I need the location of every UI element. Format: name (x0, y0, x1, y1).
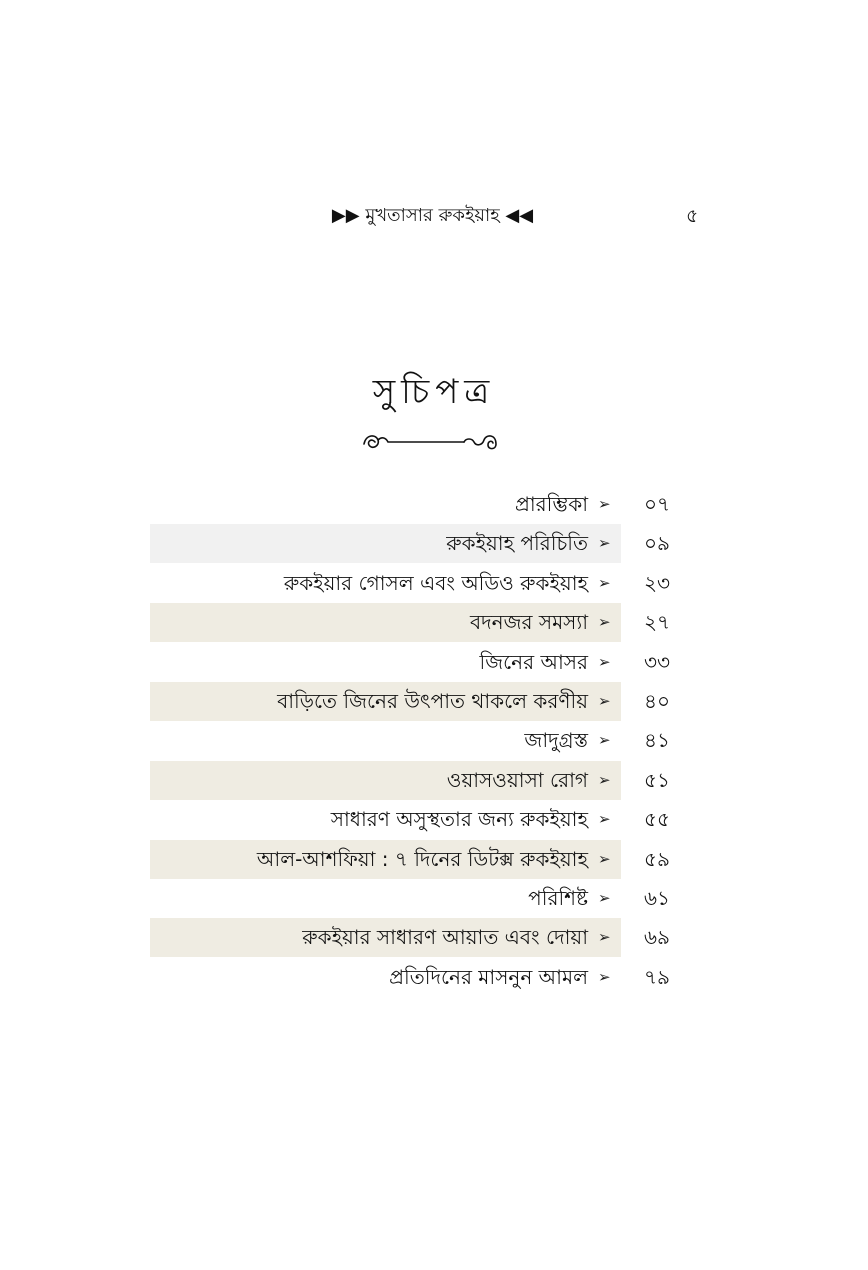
toc-entry-label: প্রারম্ভিকা (514, 492, 588, 516)
page-number: ৫ (686, 205, 699, 227)
toc-entry-page: ৩৩ (644, 649, 671, 674)
arrow-right-icon: ➢ (598, 888, 611, 907)
toc-entry[interactable] (150, 800, 710, 839)
toc-entry[interactable] (150, 524, 710, 563)
toc-title: সুচিপত্র (372, 372, 496, 412)
arrow-right-icon: ➢ (598, 770, 611, 789)
toc-entry[interactable] (150, 918, 710, 957)
toc-entry-label: বদনজর সমস্যা (470, 610, 588, 635)
toc-entry[interactable] (150, 879, 710, 918)
toc-entry-label: আল-আশফিয়া : ৭ দিনের ডিটক্স রুকইয়াহ (256, 846, 588, 871)
arrow-right-icon: ➢ (598, 810, 611, 829)
toc-entry-page: ৬৯ (644, 925, 670, 950)
toc-entry[interactable] (150, 643, 710, 682)
toc-entry[interactable] (150, 485, 710, 524)
arrow-right-icon: ➢ (598, 534, 611, 553)
toc-entry-page: ৭৯ (644, 964, 670, 989)
toc-entry-label: রুকইয়ার সাধারণ আয়াত এবং দোয়া (302, 925, 588, 950)
toc-entry-label: জাদুগ্রস্ত (524, 728, 588, 753)
toc-entry-page: ০৯ (644, 531, 670, 556)
toc-entry-label: প্রতিদিনের মাসনুন আমল (389, 964, 588, 989)
toc-entry-label: বাড়িতে জিনের উৎপাত থাকলে করণীয় (277, 688, 588, 713)
toc-entry[interactable] (150, 721, 710, 760)
toc-entry-label: রুকইয়াহ পরিচিতি (446, 531, 588, 556)
toc-entry[interactable] (150, 761, 710, 800)
toc-entry[interactable] (150, 840, 710, 879)
toc-entry-label: রুকইয়ার গোসল এবং অডিও রুকইয়াহ (283, 570, 588, 595)
arrow-right-icon: ➢ (598, 967, 611, 986)
toc-entry-page: ৬১ (644, 885, 670, 910)
toc-entry[interactable] (150, 603, 710, 642)
arrow-right-icon: ➢ (598, 928, 611, 947)
toc-entry-page: ২৭ (644, 610, 671, 635)
toc-entry-page: ২৩ (644, 570, 671, 595)
toc-entry[interactable] (150, 564, 710, 603)
arrow-right-icon: ➢ (598, 849, 611, 868)
toc-entry-label: ওয়াসওয়াসা রোগ (446, 767, 588, 792)
running-header (0, 202, 868, 232)
toc-entry-page: ০৭ (644, 492, 671, 516)
arrow-right-icon: ➢ (598, 691, 611, 710)
running-title: ▶▶ মুখতাসার রুকইয়াহ ◀◀ (331, 205, 534, 226)
toc-entry-page: ৫১ (644, 767, 670, 792)
toc-entry-page: ৫৫ (644, 807, 670, 832)
decorative-divider-icon (360, 426, 500, 458)
arrow-right-icon: ➢ (598, 495, 611, 513)
arrow-right-icon: ➢ (598, 652, 611, 671)
arrow-right-icon: ➢ (598, 573, 611, 592)
toc-entry-page: ৫৯ (644, 846, 670, 871)
toc-entry[interactable] (150, 958, 710, 997)
toc-entry-label: পরিশিষ্ট (528, 885, 588, 910)
toc-entry[interactable] (150, 682, 710, 721)
toc-entry-page: ৪০ (644, 688, 670, 713)
arrow-right-icon: ➢ (598, 613, 611, 632)
toc-entry-page: ৪১ (644, 728, 670, 753)
toc-list (150, 485, 710, 997)
toc-entry-label: সাধারণ অসুস্থতার জন্য রুকইয়াহ (330, 807, 588, 832)
arrow-right-icon: ➢ (598, 731, 611, 750)
toc-entry-label: জিনের আসর (479, 649, 588, 674)
